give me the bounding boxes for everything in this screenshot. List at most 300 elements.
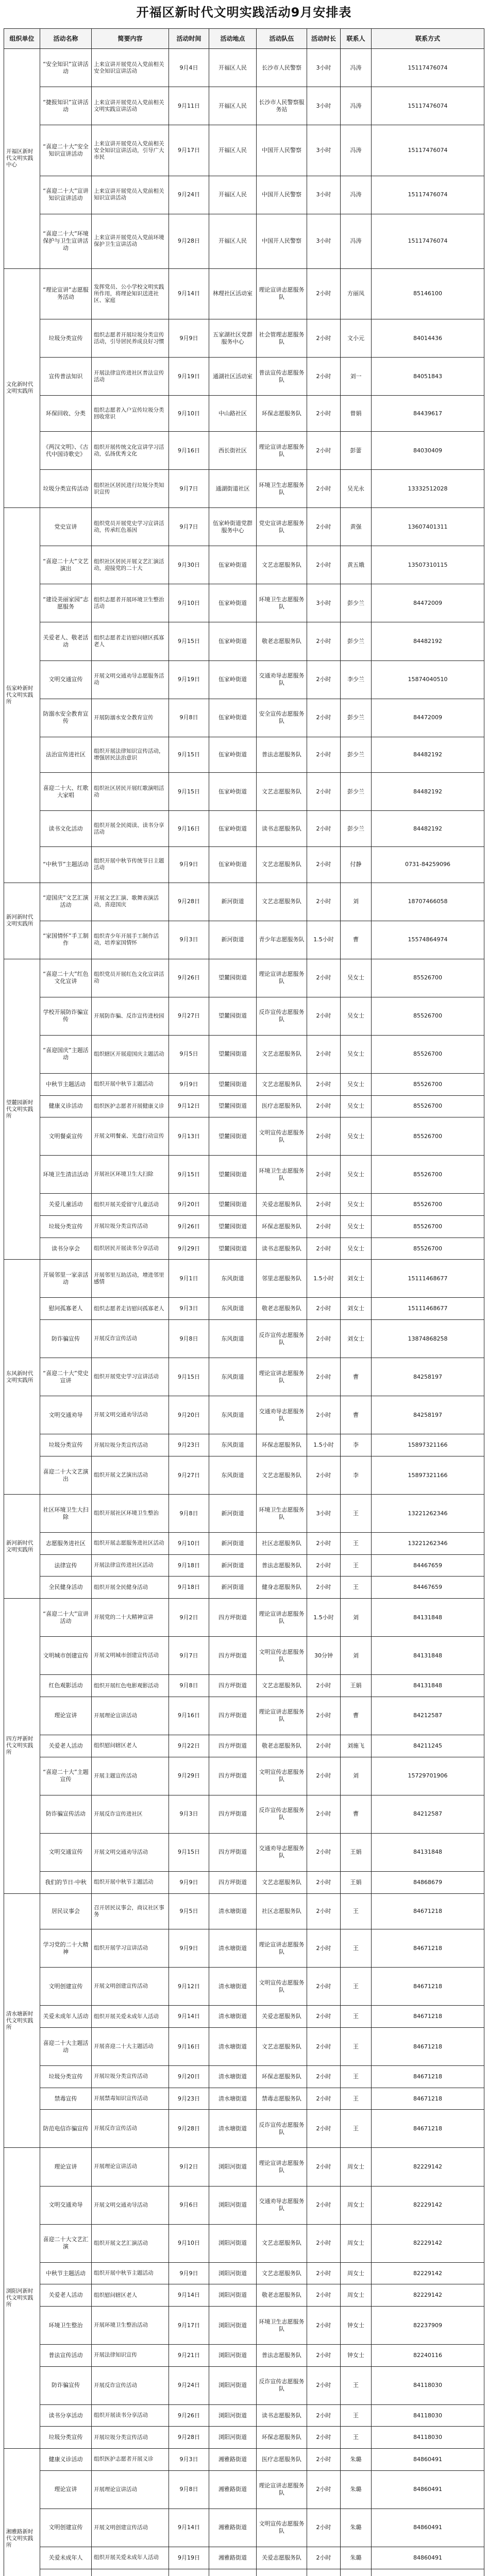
activity-location: 新河街道 <box>209 1554 257 1577</box>
activity-duration: 3小时 <box>307 1495 341 1533</box>
contact-person: 朱璐 <box>341 2449 372 2471</box>
activity-duration: 2小时 <box>307 1795 341 1833</box>
contact-phone: 84211245 <box>372 1735 484 1757</box>
table-row <box>4 1035 484 1073</box>
activity-time: 9月10日 <box>169 396 209 432</box>
activity-location: 浏阳河街道 <box>209 2148 257 2186</box>
activity-name: 关爱老人活动 <box>40 2284 92 2307</box>
activity-location: 望麓园街道 <box>209 959 257 997</box>
contact-phone: 15897321166 <box>372 1456 484 1495</box>
activity-team: 理论宣讲志愿服务队 <box>257 1358 307 1396</box>
activity-time: 9月20日 <box>169 1194 209 1216</box>
activity-duration: 2小时 <box>307 1871 341 1893</box>
activity-duration: 2小时 <box>307 1358 341 1396</box>
contact-phone: 82229142 <box>372 2262 484 2284</box>
activity-team: 文明宣传志愿服务队 <box>257 1968 307 2006</box>
activity-time: 9月8日 <box>169 699 209 737</box>
activity-content: 开展喜迎二十大主题活动 <box>92 2027 169 2065</box>
activity-name: 我们的节日·中秋 <box>40 1871 92 1893</box>
contact-person: 王 <box>341 2088 372 2110</box>
activity-duration: 2小时 <box>307 268 341 319</box>
activity-duration: 3小时 <box>307 214 341 269</box>
contact-person: 吴女士 <box>341 997 372 1035</box>
contact-person: 李 <box>341 1434 372 1456</box>
activity-team: 社会管理志愿服务队 <box>257 319 307 358</box>
activity-team: 中国开人民警察 <box>257 176 307 214</box>
activity-team: 文明宣传志愿服务队 <box>257 1637 307 1675</box>
activity-name: “建设美丽家园”志愿服务 <box>40 584 92 622</box>
activity-name: 环保回收、分类 <box>40 396 92 432</box>
table-row <box>4 1260 484 1298</box>
activity-content: 组织开展读书分享活动 <box>92 2404 169 2427</box>
activity-content: 组织社区居民开展文艺汇演活动，迎接党的二十大 <box>92 546 169 584</box>
activity-location: 浏阳河街道 <box>209 2284 257 2307</box>
activity-time: 9月9日 <box>169 1929 209 1968</box>
contact-phone: 15117476074 <box>372 49 484 87</box>
table-row <box>4 921 484 959</box>
activity-content: 开展垃圾分类宣传活动 <box>92 1434 169 1456</box>
activity-name: 防溺水安全教育宣传 <box>40 699 92 737</box>
activity-name: “喜迎二十大”环境保护与卫生宣讲活动 <box>40 214 92 269</box>
contact-phone: 84212587 <box>372 1697 484 1735</box>
contact-person: 王 <box>341 2006 372 2028</box>
activity-time: 9月15日 <box>169 1156 209 1194</box>
contact-person: 王 <box>341 1554 372 1577</box>
activity-location: 望麓园街道 <box>209 1194 257 1216</box>
activity-content: 开展邻里互助活动，增进邻里感情 <box>92 1260 169 1298</box>
activity-name: 环境卫生清洁活动 <box>40 1156 92 1194</box>
activity-name: 读书分享活动 <box>40 2404 92 2427</box>
contact-phone: 84439617 <box>372 396 484 432</box>
table-row <box>4 2186 484 2224</box>
contact-phone: 84118030 <box>372 2427 484 2449</box>
activity-time: 9月22日 <box>169 1735 209 1757</box>
table-row <box>4 1533 484 1555</box>
activity-location: 浏阳河街道 <box>209 2262 257 2284</box>
activity-duration: 2小时 <box>307 997 341 1035</box>
activity-name: 党史宣讲 <box>40 508 92 546</box>
contact-person: 曹 <box>341 1358 372 1396</box>
activity-team: 社区志愿服务队 <box>257 1893 307 1929</box>
activity-team: 文艺志愿服务队 <box>257 1035 307 1073</box>
activity-location: 望麓园街道 <box>209 997 257 1035</box>
activity-team: 青少年志愿服务队 <box>257 921 307 959</box>
activity-location: 开福区人民 <box>209 214 257 269</box>
contact-phone: 84030409 <box>372 432 484 470</box>
activity-duration: 2小时 <box>307 1757 341 1795</box>
contact-person: 王娟 <box>341 1871 372 1893</box>
table-row <box>4 1194 484 1216</box>
page-title: 开福区新时代文明实践活动9月安排表 <box>136 5 352 20</box>
contact-phone: 84671218 <box>372 2027 484 2065</box>
activity-content: 组织开展关爱未成年人活动 <box>92 2547 169 2569</box>
activity-name: 全民健身活动 <box>40 1577 92 1599</box>
activity-content: 召开居民议事会，商议社区事务 <box>92 1893 169 1929</box>
activity-team: 敬老志愿服务队 <box>257 1298 307 1320</box>
activity-team: 理论宣讲志愿服务队 <box>257 268 307 319</box>
contact-phone: 15111468677 <box>372 1260 484 1298</box>
table-row <box>4 1577 484 1599</box>
activity-content: 开展法律宣传进社区普法宣传活动 <box>92 358 169 396</box>
contact-phone: 84860491 <box>372 2470 484 2509</box>
activity-duration: 2小时 <box>307 1697 341 1735</box>
activity-location: 东风街道 <box>209 1320 257 1358</box>
activity-location: 中山路社区 <box>209 396 257 432</box>
activity-location: 望麓园街道 <box>209 1238 257 1260</box>
activity-location: 湘雅路街道 <box>209 2449 257 2471</box>
organizing-unit: 湘雅路新时代文明实践所 <box>4 2449 40 2576</box>
activity-location: 东风街道 <box>209 1358 257 1396</box>
activity-time: 9月7日 <box>169 470 209 508</box>
activity-location: 开福区人民 <box>209 125 257 176</box>
contact-person: 王 <box>341 1577 372 1599</box>
activity-location: 伍家岭街道 <box>209 737 257 773</box>
contact-phone: 15117476074 <box>372 87 484 125</box>
contact-person: 吴女士 <box>341 1216 372 1238</box>
activity-content: 组织开展关爱未成年人活动 <box>92 2006 169 2028</box>
activity-content: 组织开展中秋节主题活动 <box>92 1073 169 1095</box>
activity-team: 环境卫生志愿服务队 <box>257 1156 307 1194</box>
contact-phone: 84868679 <box>372 1871 484 1893</box>
activity-time: 9月4日 <box>169 49 209 87</box>
table-row <box>4 1929 484 1968</box>
table-row <box>4 2345 484 2367</box>
activity-content: 发挥党员、公小学校文明实践所作用，将理论知识送进社区、家庭 <box>92 268 169 319</box>
activity-time: 9月26日 <box>169 2404 209 2427</box>
contact-person: 彭少兰 <box>341 584 372 622</box>
activity-time: 9月14日 <box>169 268 209 319</box>
contact-person: 李 <box>341 1456 372 1495</box>
activity-location: 望麓园街道 <box>209 1216 257 1238</box>
activity-duration: 2小时 <box>307 2088 341 2110</box>
activity-name: 法律宣传 <box>40 1554 92 1577</box>
contact-person: 王 <box>341 1929 372 1968</box>
activity-time: 9月9日 <box>169 319 209 358</box>
contact-person: 曾娟 <box>341 396 372 432</box>
activity-location: 西长街社区 <box>209 432 257 470</box>
table-row <box>4 2284 484 2307</box>
contact-person: 王 <box>341 2404 372 2427</box>
activity-time: 9月14日 <box>169 2006 209 2028</box>
activity-content: 组织医护志愿者开展义诊 <box>92 2449 169 2471</box>
activity-location: 伍家岭街道 <box>209 846 257 883</box>
activity-time: 9月15日 <box>169 737 209 773</box>
contact-phone: 84014436 <box>372 319 484 358</box>
activity-team: 交通劝导志愿服务队 <box>257 660 307 699</box>
table-row <box>4 1599 484 1637</box>
activity-duration: 2小时 <box>307 2470 341 2509</box>
activity-name: 关爱儿童活动 <box>40 1194 92 1216</box>
activity-time: 9月3日 <box>169 921 209 959</box>
activity-location: 伍家岭街道 <box>209 622 257 660</box>
contact-phone: 0731-84259096 <box>372 846 484 883</box>
activity-team: 理论宣讲志愿服务队 <box>257 1599 307 1637</box>
contact-phone: 85526700 <box>372 959 484 997</box>
activity-duration: 3小时 <box>307 125 341 176</box>
activity-team: 文艺志愿服务队 <box>257 2027 307 2065</box>
activity-location: 望麓园街道 <box>209 1095 257 1117</box>
activity-duration: 2小时 <box>307 319 341 358</box>
contact-phone: 15729701906 <box>372 1757 484 1795</box>
column-header-duration: 活动时长 <box>307 29 341 49</box>
activity-team: 关爱志愿服务队 <box>257 2006 307 2028</box>
table-row <box>4 2404 484 2427</box>
activity-duration: 2小时 <box>307 358 341 396</box>
table-row <box>4 773 484 811</box>
activity-time: 9月28日 <box>169 214 209 269</box>
activity-time: 9月29日 <box>169 1757 209 1795</box>
contact-person: 文小元 <box>341 319 372 358</box>
activity-time: 9月12日 <box>169 1095 209 1117</box>
contact-person: 吴女士 <box>341 1035 372 1073</box>
activity-team: 理论宣讲志愿服务队 <box>257 959 307 997</box>
activity-duration: 2小时 <box>307 2284 341 2307</box>
contact-phone: 84860491 <box>372 2509 484 2547</box>
activity-name: “迎国庆”文艺汇演活动 <box>40 883 92 921</box>
activity-team: 敬老志愿服务队 <box>257 622 307 660</box>
activity-time: 9月27日 <box>169 1456 209 1495</box>
table-row <box>4 176 484 214</box>
contact-person: 吴女士 <box>341 1095 372 1117</box>
activity-name <box>40 2569 92 2576</box>
activity-duration: 2小时 <box>307 1238 341 1260</box>
activity-time: 9月1日 <box>169 1260 209 1298</box>
activity-name: 垃圾分类宣传 <box>40 1216 92 1238</box>
contact-person: 王 <box>341 1968 372 2006</box>
table-row <box>4 2306 484 2344</box>
activity-name: 法治宣传进社区 <box>40 737 92 773</box>
activity-content: 开展垃圾分类宣传活动 <box>92 1216 169 1238</box>
activity-content: 组织开展学习宣讲活动 <box>92 1929 169 1968</box>
activity-content: 开展垃圾分类宣传活动 <box>92 2066 169 2088</box>
activity-name: 宣传普法知识 <box>40 358 92 396</box>
column-header-activity: 活动名称 <box>40 29 92 49</box>
contact-person: 刘施飞 <box>341 1735 372 1757</box>
activity-team: 普法志愿服务队 <box>257 2345 307 2367</box>
activity-time: 9月15日 <box>169 1358 209 1396</box>
activity-content: 开展文明交通劝导志愿服务活动 <box>92 660 169 699</box>
contact-phone: 13221262346 <box>372 1533 484 1555</box>
table-row <box>4 1735 484 1757</box>
activity-team: 敬老志愿服务队 <box>257 1735 307 1757</box>
table-row <box>4 1156 484 1194</box>
activity-location: 湘雅路街道 <box>209 2509 257 2547</box>
activity-team: 环境卫生志愿服务队 <box>257 1495 307 1533</box>
organizing-unit: 四方坪新时代文明实践所 <box>4 1599 40 1893</box>
activity-content: 开展垃圾分类宣传活动 <box>92 2427 169 2449</box>
contact-phone: 15874040510 <box>372 660 484 699</box>
activity-team: 环保志愿服务队 <box>257 396 307 432</box>
activity-duration: 1.5小时 <box>307 921 341 959</box>
contact-phone: 85526700 <box>372 1156 484 1194</box>
activity-name: 普法宣传活动 <box>40 2345 92 2367</box>
activity-duration: 2小时 <box>307 1095 341 1117</box>
activity-content: 组织辖区开展迎国庆主题活动 <box>92 1035 169 1073</box>
activity-content: 开展防诈骗、反诈宣传进校园 <box>92 997 169 1035</box>
activity-time: 9月18日 <box>169 1577 209 1599</box>
activity-time: 9月10日 <box>169 1533 209 1555</box>
contact-person: 彭少兰 <box>341 622 372 660</box>
column-header-contact: 联系人 <box>341 29 372 49</box>
table-row <box>4 1795 484 1833</box>
contact-phone: 85526700 <box>372 1238 484 1260</box>
activity-content: 组织开展红色电影观影活动 <box>92 1675 169 1697</box>
activity-team: 反诈宣传志愿服务队 <box>257 2366 307 2404</box>
contact-person: 朱璐 <box>341 2470 372 2509</box>
contact-phone: 84671218 <box>372 1968 484 2006</box>
activity-time: 9月10日 <box>169 2224 209 2262</box>
activity-name: “喜迎国庆”主题活动 <box>40 1035 92 1073</box>
table-row <box>4 2088 484 2110</box>
activity-content: 组织开展文艺汇演活动 <box>92 2224 169 2262</box>
activity-name: 健康义诊活动 <box>40 1095 92 1117</box>
table-row <box>4 1358 484 1396</box>
contact-person: 黄强 <box>341 508 372 546</box>
contact-phone: 13607401311 <box>372 508 484 546</box>
activity-time: 9月17日 <box>169 2306 209 2344</box>
activity-team: 长沙市人民警察服务站 <box>257 87 307 125</box>
contact-person: 彭少兰 <box>341 737 372 773</box>
activity-time: 9月19日 <box>169 358 209 396</box>
activity-duration: 2小时 <box>307 2509 341 2547</box>
activity-location: 新河街道 <box>209 1577 257 1599</box>
activity-content: 开展法律宣传进社区活动 <box>92 1554 169 1577</box>
activity-location <box>209 2569 257 2576</box>
activity-name: 文明创建宣传 <box>40 1968 92 2006</box>
activity-location: 伍家岭街道 <box>209 584 257 622</box>
contact-phone: 85526700 <box>372 1216 484 1238</box>
contact-person <box>341 2569 372 2576</box>
activity-duration: 2小时 <box>307 2547 341 2569</box>
contact-phone: 15897321166 <box>372 1434 484 1456</box>
activity-time: 9月26日 <box>169 959 209 997</box>
activity-location: 清水塘街道 <box>209 2088 257 2110</box>
activity-duration: 2小时 <box>307 1554 341 1577</box>
activity-team: 文艺志愿服务队 <box>257 1073 307 1095</box>
activity-time: 9月7日 <box>169 1637 209 1675</box>
contact-person: 周女士 <box>341 2262 372 2284</box>
table-row <box>4 1434 484 1456</box>
activity-content: 开展文明创建宣传活动 <box>92 1968 169 2006</box>
table-row <box>4 2427 484 2449</box>
activity-content: 组织开展中秋节主题活动 <box>92 1871 169 1893</box>
activity-name: 垃圾分类宣传 <box>40 2066 92 2088</box>
activity-duration: 2小时 <box>307 1577 341 1599</box>
table-row <box>4 622 484 660</box>
activity-duration: 2小时 <box>307 2186 341 2224</box>
contact-person: 吴女士 <box>341 1117 372 1156</box>
contact-person: 冯涛 <box>341 125 372 176</box>
activity-content: 上来宣讲开展党员入党前环境保护卫生宣讲活动 <box>92 214 169 269</box>
activity-content: 上来宣讲开展党员入党前相关安全知识宣讲活动，引导广大市民 <box>92 125 169 176</box>
activity-time: 9月19日 <box>169 2547 209 2569</box>
table-row <box>4 1554 484 1577</box>
activity-duration: 2小时 <box>307 2006 341 2028</box>
activity-content: 开展文明交通劝导活动 <box>92 1396 169 1434</box>
table-row <box>4 1456 484 1495</box>
activity-name: 学校开展防诈骗宣传 <box>40 997 92 1035</box>
activity-duration: 2小时 <box>307 2027 341 2065</box>
table-row <box>4 1893 484 1929</box>
activity-team: 文艺志愿服务队 <box>257 1456 307 1495</box>
activity-team: 中国开人民警察 <box>257 214 307 269</box>
contact-phone: 84258197 <box>372 1396 484 1434</box>
activity-team: 环保志愿服务队 <box>257 1216 307 1238</box>
activity-duration: 2小时 <box>307 2148 341 2186</box>
contact-phone: 84860491 <box>372 2449 484 2471</box>
contact-phone: 84671218 <box>372 2110 484 2148</box>
activity-location: 开福区人民 <box>209 176 257 214</box>
activity-duration: 2小时 <box>307 2427 341 2449</box>
activity-name: “喜迎二十大”党史宣讲 <box>40 1358 92 1396</box>
activity-content: 组织开展文艺演出活动 <box>92 1456 169 1495</box>
activity-name: 喜迎二十大主题活动 <box>40 2027 92 2065</box>
activity-duration: 2小时 <box>307 2345 341 2367</box>
activity-name: 读书分享会 <box>40 1238 92 1260</box>
activity-duration: 2小时 <box>307 396 341 432</box>
activity-time: 9月14日 <box>169 2509 209 2547</box>
activity-name: “捷报知识”宣讲活动 <box>40 87 92 125</box>
contact-phone: 85526700 <box>372 1073 484 1095</box>
activity-content: 开展文艺汇演、歌舞表演活动，喜迎国庆 <box>92 883 169 921</box>
activity-team: 文明宣传志愿服务队 <box>257 2509 307 2547</box>
table-row <box>4 2509 484 2547</box>
activity-name: “中秋节”主题活动 <box>40 846 92 883</box>
activity-team: 文艺志愿服务队 <box>257 883 307 921</box>
contact-phone: 84671218 <box>372 2088 484 2110</box>
activity-name: 禁毒宣传 <box>40 2088 92 2110</box>
activity-content: 组织开展传统文化宣讲学习活动，弘扬优秀文化 <box>92 432 169 470</box>
activity-time: 9月28日 <box>169 2427 209 2449</box>
activity-team: 读书志愿服务队 <box>257 2404 307 2427</box>
activity-time: 9月2日 <box>169 1599 209 1637</box>
organizing-unit: 新河新时代文明实践所 <box>4 1495 40 1599</box>
activity-time: 9月9日 <box>169 1871 209 1893</box>
contact-phone: 18707466058 <box>372 883 484 921</box>
contact-person: 曹 <box>341 921 372 959</box>
activity-duration: 1.5小时 <box>307 1260 341 1298</box>
activity-name: 关爱未成年人活动 <box>40 2006 92 2028</box>
activity-team: 文艺志愿服务队 <box>257 773 307 811</box>
activity-time: 9月12日 <box>169 1968 209 2006</box>
contact-phone: 84671218 <box>372 1929 484 1968</box>
activity-duration: 2小时 <box>307 432 341 470</box>
activity-duration: 2小时 <box>307 1675 341 1697</box>
table-row <box>4 1298 484 1320</box>
contact-phone: 84118030 <box>372 2366 484 2404</box>
activity-team: 党史宣讲志愿服务队 <box>257 508 307 546</box>
column-header-unit: 组织单位 <box>4 29 40 49</box>
activity-name: 中秋节主题活动 <box>40 1073 92 1095</box>
activity-location: 清水塘街道 <box>209 2110 257 2148</box>
table-row <box>4 268 484 319</box>
activity-content: 开展文明交通劝导活动 <box>92 1833 169 1871</box>
activity-time: 9月16日 <box>169 2027 209 2065</box>
activity-content: 组织青少年开展手工制作活动，培养家国情怀 <box>92 921 169 959</box>
activity-duration: 2小时 <box>307 773 341 811</box>
table-row <box>4 2006 484 2028</box>
activity-duration: 2小时 <box>307 959 341 997</box>
activity-duration: 2小时 <box>307 508 341 546</box>
table-row <box>4 2224 484 2262</box>
activity-team: 健身志愿服务队 <box>257 1577 307 1599</box>
activity-name: 文明城市创建宣传 <box>40 1637 92 1675</box>
activity-content: 上来宣讲开展党员入党前相关文明实践宣讲活动 <box>92 87 169 125</box>
activity-content: 组织志愿者走访慰问孤寡老人 <box>92 1298 169 1320</box>
activity-location: 望麓园街道 <box>209 1117 257 1156</box>
activity-team: 敬老志愿服务队 <box>257 2284 307 2307</box>
activity-name: 文明交通宣传 <box>40 660 92 699</box>
